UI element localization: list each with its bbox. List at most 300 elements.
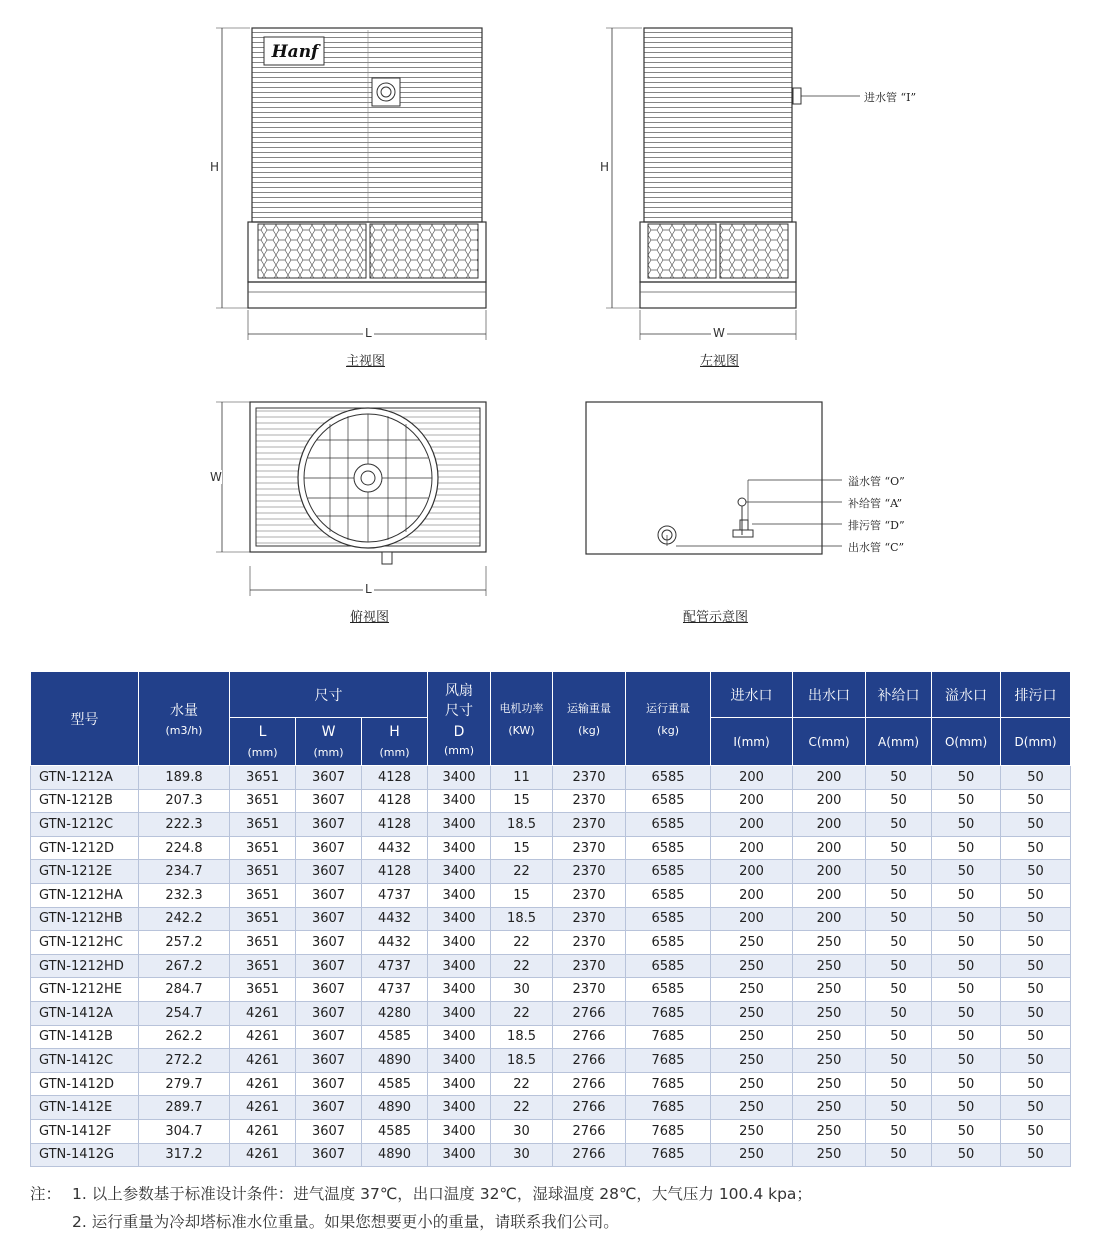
cell-motor-power: 30: [491, 978, 553, 1002]
cell-length: 3651: [230, 813, 296, 837]
cell-shipping-weight: 2370: [553, 766, 626, 790]
specification-table: [30, 671, 1071, 1167]
cell-fan-diameter: 3400: [428, 789, 491, 813]
cell-length: 3651: [230, 860, 296, 884]
table-row: [31, 978, 1071, 1002]
cell-length: 4261: [230, 1143, 296, 1167]
cell-height: 4737: [362, 978, 428, 1002]
cell-fan-diameter: 3400: [428, 766, 491, 790]
cell-model: GTN-1212HC: [31, 931, 139, 955]
cell-operating-weight: 7685: [626, 1119, 711, 1143]
cell-length: 4261: [230, 1072, 296, 1096]
cell-overflow: 50: [932, 907, 1001, 931]
cell-water-flow: 279.7: [139, 1072, 230, 1096]
cell-fan-diameter: 3400: [428, 931, 491, 955]
cell-overflow: 50: [932, 789, 1001, 813]
table-row: [31, 1096, 1071, 1120]
cell-width: 3607: [296, 931, 362, 955]
cell-water-flow: 304.7: [139, 1119, 230, 1143]
table-row: [31, 789, 1071, 813]
cell-shipping-weight: 2370: [553, 860, 626, 884]
cell-overflow: 50: [932, 766, 1001, 790]
cell-height: 4737: [362, 883, 428, 907]
cell-width: 3607: [296, 813, 362, 837]
header-motor-power: [491, 672, 553, 766]
drain-pipe-label: 排污管 “D”: [848, 519, 905, 532]
cell-height: 4432: [362, 931, 428, 955]
cell-makeup: 50: [866, 1072, 932, 1096]
cell-fan-diameter: 3400: [428, 1096, 491, 1120]
cell-height: 4128: [362, 813, 428, 837]
header-outlet: 出水口: [793, 672, 866, 718]
cell-overflow: 50: [932, 836, 1001, 860]
cell-height: 4585: [362, 1025, 428, 1049]
cell-length: 3651: [230, 789, 296, 813]
cell-inlet: 250: [711, 1072, 793, 1096]
cell-shipping-weight: 2766: [553, 1025, 626, 1049]
cell-makeup: 50: [866, 978, 932, 1002]
cell-width: 3607: [296, 860, 362, 884]
cell-makeup: 50: [866, 813, 932, 837]
cell-operating-weight: 6585: [626, 860, 711, 884]
cell-shipping-weight: 2766: [553, 1001, 626, 1025]
cell-motor-power: 15: [491, 789, 553, 813]
cell-motor-power: 22: [491, 1072, 553, 1096]
cell-overflow: 50: [932, 931, 1001, 955]
cell-motor-power: 18.5: [491, 907, 553, 931]
cell-overflow: 50: [932, 978, 1001, 1002]
cell-overflow: 50: [932, 1072, 1001, 1096]
cell-fan-diameter: 3400: [428, 954, 491, 978]
table-row: [31, 1049, 1071, 1073]
cell-makeup: 50: [866, 954, 932, 978]
cell-motor-power: 22: [491, 1001, 553, 1025]
header-overflow: 溢水口: [932, 672, 1001, 718]
cell-makeup: 50: [866, 1143, 932, 1167]
cell-operating-weight: 7685: [626, 1025, 711, 1049]
cell-height: 4280: [362, 1001, 428, 1025]
front-length-dim-label: L: [365, 326, 372, 340]
piping-diagram-drawing: [586, 402, 842, 554]
cell-shipping-weight: 2370: [553, 978, 626, 1002]
cell-inlet: 250: [711, 931, 793, 955]
cell-motor-power: 30: [491, 1119, 553, 1143]
header-shipping-weight: [553, 672, 626, 766]
header-water-flow: [139, 672, 230, 766]
cell-model: GTN-1412E: [31, 1096, 139, 1120]
header-shipping-weight-unit: (kg): [578, 724, 600, 737]
cell-makeup: 50: [866, 907, 932, 931]
cell-height: 4432: [362, 836, 428, 860]
cell-operating-weight: 6585: [626, 931, 711, 955]
cell-water-flow: 317.2: [139, 1143, 230, 1167]
front-view-caption: 主视图: [346, 354, 386, 369]
header-fan-d: D: [453, 724, 465, 740]
cell-width: 3607: [296, 1049, 362, 1073]
cell-motor-power: 11: [491, 766, 553, 790]
header-inlet: 进水口: [711, 672, 793, 718]
cell-outlet: 250: [793, 978, 866, 1002]
header-fan-size: [428, 672, 491, 766]
cell-height: 4585: [362, 1072, 428, 1096]
cell-fan-diameter: 3400: [428, 1119, 491, 1143]
piping-view-caption: 配管示意图: [683, 610, 749, 625]
cell-water-flow: 284.7: [139, 978, 230, 1002]
cell-width: 3607: [296, 766, 362, 790]
cell-drain: 50: [1001, 1143, 1071, 1167]
cell-operating-weight: 7685: [626, 1096, 711, 1120]
header-makeup-unit: A(mm): [866, 718, 932, 766]
header-dim-h: [362, 718, 428, 766]
cell-model: GTN-1212A: [31, 766, 139, 790]
cell-drain: 50: [1001, 1072, 1071, 1096]
cell-shipping-weight: 2766: [553, 1096, 626, 1120]
cell-model: GTN-1212B: [31, 789, 139, 813]
cell-width: 3607: [296, 1096, 362, 1120]
header-outlet-unit: C(mm): [793, 718, 866, 766]
cell-makeup: 50: [866, 931, 932, 955]
cell-inlet: 250: [711, 1049, 793, 1073]
cell-model: GTN-1412D: [31, 1072, 139, 1096]
cell-length: 3651: [230, 931, 296, 955]
header-dimensions: 尺寸: [230, 672, 428, 718]
header-water-flow-unit: (m3/h): [165, 724, 203, 737]
cell-makeup: 50: [866, 1096, 932, 1120]
header-overflow-unit: O(mm): [932, 718, 1001, 766]
cell-overflow: 50: [932, 883, 1001, 907]
front-view-drawing: [216, 28, 486, 340]
cell-model: GTN-1212D: [31, 836, 139, 860]
cell-water-flow: 224.8: [139, 836, 230, 860]
cell-model: GTN-1212E: [31, 860, 139, 884]
header-motor-power-unit: (KW): [508, 724, 535, 737]
cell-drain: 50: [1001, 1096, 1071, 1120]
cell-overflow: 50: [932, 1096, 1001, 1120]
cell-water-flow: 254.7: [139, 1001, 230, 1025]
cell-fan-diameter: 3400: [428, 978, 491, 1002]
cell-outlet: 250: [793, 1096, 866, 1120]
cell-width: 3607: [296, 1072, 362, 1096]
cell-operating-weight: 6585: [626, 978, 711, 1002]
note-text-1: 1. 以上参数基于标准设计条件：进气温度 37℃，出口温度 32℃，湿球温度 28℃，大气压力 100.4 kpa；: [72, 1185, 812, 1203]
cell-width: 3607: [296, 907, 362, 931]
cell-outlet: 200: [793, 789, 866, 813]
note-text-2: 2. 运行重量为冷却塔标准水位重量。如果您想要更小的重量，请联系我们公司。: [72, 1213, 619, 1231]
cell-length: 3651: [230, 954, 296, 978]
cell-drain: 50: [1001, 907, 1071, 931]
cell-length: 3651: [230, 883, 296, 907]
table-row: [31, 836, 1071, 860]
header-dim-w: [296, 718, 362, 766]
cell-shipping-weight: 2766: [553, 1049, 626, 1073]
cell-length: 4261: [230, 1049, 296, 1073]
cell-drain: 50: [1001, 883, 1071, 907]
cell-water-flow: 289.7: [139, 1096, 230, 1120]
header-dim-l-label: L: [258, 724, 267, 740]
header-dim-w-label: W: [321, 724, 336, 740]
cell-makeup: 50: [866, 1001, 932, 1025]
cell-outlet: 200: [793, 883, 866, 907]
cell-width: 3607: [296, 978, 362, 1002]
cell-water-flow: 257.2: [139, 931, 230, 955]
cell-height: 4890: [362, 1049, 428, 1073]
header-drain-unit: D(mm): [1001, 718, 1071, 766]
cell-model: GTN-1212HE: [31, 978, 139, 1002]
cell-motor-power: 15: [491, 883, 553, 907]
cell-makeup: 50: [866, 766, 932, 790]
cell-inlet: 200: [711, 836, 793, 860]
cell-outlet: 250: [793, 954, 866, 978]
cell-outlet: 250: [793, 1025, 866, 1049]
cell-length: 4261: [230, 1001, 296, 1025]
cell-shipping-weight: 2370: [553, 883, 626, 907]
cell-width: 3607: [296, 789, 362, 813]
header-shipping-weight-label: 运输重量: [567, 702, 612, 715]
cell-shipping-weight: 2370: [553, 836, 626, 860]
cell-height: 4890: [362, 1143, 428, 1167]
table-row: [31, 1119, 1071, 1143]
cell-overflow: 50: [932, 1049, 1001, 1073]
cell-drain: 50: [1001, 978, 1071, 1002]
cell-outlet: 250: [793, 1143, 866, 1167]
cell-motor-power: 15: [491, 836, 553, 860]
cell-shipping-weight: 2766: [553, 1072, 626, 1096]
cell-motor-power: 22: [491, 931, 553, 955]
header-inlet-unit: I(mm): [711, 718, 793, 766]
cell-motor-power: 22: [491, 1096, 553, 1120]
cell-fan-diameter: 3400: [428, 1072, 491, 1096]
cell-outlet: 250: [793, 1072, 866, 1096]
cell-height: 4737: [362, 954, 428, 978]
side-view-drawing: [606, 28, 860, 340]
cell-length: 3651: [230, 978, 296, 1002]
top-width-dim-label: W: [210, 470, 222, 484]
header-model: 型号: [31, 672, 139, 766]
cell-height: 4585: [362, 1119, 428, 1143]
header-dim-h-label: H: [389, 724, 400, 740]
cell-motor-power: 22: [491, 954, 553, 978]
cell-operating-weight: 6585: [626, 836, 711, 860]
cell-water-flow: 234.7: [139, 860, 230, 884]
table-row: [31, 1143, 1071, 1167]
cell-model: GTN-1412F: [31, 1119, 139, 1143]
cell-inlet: 250: [711, 954, 793, 978]
cell-inlet: 250: [711, 1025, 793, 1049]
cell-shipping-weight: 2370: [553, 813, 626, 837]
cell-shipping-weight: 2370: [553, 954, 626, 978]
cell-inlet: 200: [711, 907, 793, 931]
cell-water-flow: 232.3: [139, 883, 230, 907]
cell-shipping-weight: 2766: [553, 1143, 626, 1167]
note-line-1: [30, 1182, 812, 1210]
table-row: [31, 931, 1071, 955]
cell-operating-weight: 6585: [626, 883, 711, 907]
cell-makeup: 50: [866, 883, 932, 907]
cell-drain: 50: [1001, 860, 1071, 884]
cell-fan-diameter: 3400: [428, 1143, 491, 1167]
table-row: [31, 883, 1071, 907]
top-view-drawing: [216, 402, 486, 596]
side-height-dim-label: H: [600, 160, 610, 174]
cell-inlet: 250: [711, 1143, 793, 1167]
cell-makeup: 50: [866, 1119, 932, 1143]
side-view-caption: 左视图: [700, 354, 740, 369]
cell-motor-power: 18.5: [491, 1049, 553, 1073]
cell-makeup: 50: [866, 836, 932, 860]
cell-fan-diameter: 3400: [428, 836, 491, 860]
cell-height: 4128: [362, 789, 428, 813]
cell-water-flow: 207.3: [139, 789, 230, 813]
cell-overflow: 50: [932, 860, 1001, 884]
cell-outlet: 250: [793, 1049, 866, 1073]
cell-operating-weight: 6585: [626, 789, 711, 813]
cell-drain: 50: [1001, 1119, 1071, 1143]
cell-length: 4261: [230, 1096, 296, 1120]
header-dim-h-unit: (mm): [379, 746, 410, 759]
cell-water-flow: 267.2: [139, 954, 230, 978]
cell-outlet: 200: [793, 836, 866, 860]
cell-operating-weight: 6585: [626, 813, 711, 837]
cell-outlet: 200: [793, 813, 866, 837]
cell-makeup: 50: [866, 860, 932, 884]
cell-width: 3607: [296, 883, 362, 907]
note-line-2: [30, 1210, 812, 1238]
table-row: [31, 954, 1071, 978]
cell-inlet: 250: [711, 1119, 793, 1143]
cell-overflow: 50: [932, 813, 1001, 837]
makeup-pipe-label: 补给管 “A”: [848, 497, 903, 510]
cell-drain: 50: [1001, 1001, 1071, 1025]
top-view-caption: 俯视图: [350, 610, 390, 625]
cell-overflow: 50: [932, 1025, 1001, 1049]
cell-water-flow: 222.3: [139, 813, 230, 837]
cell-fan-diameter: 3400: [428, 1001, 491, 1025]
cell-length: 4261: [230, 1119, 296, 1143]
cell-height: 4432: [362, 907, 428, 931]
cell-motor-power: 22: [491, 860, 553, 884]
cell-water-flow: 189.8: [139, 766, 230, 790]
cell-outlet: 200: [793, 860, 866, 884]
cell-outlet: 250: [793, 931, 866, 955]
cell-fan-diameter: 3400: [428, 1049, 491, 1073]
cell-length: 3651: [230, 836, 296, 860]
cell-inlet: 200: [711, 766, 793, 790]
header-operating-weight-label: 运行重量: [646, 702, 691, 715]
brand-logo: Hanf: [271, 42, 319, 62]
top-length-dim-label: L: [365, 582, 372, 596]
cell-length: 3651: [230, 907, 296, 931]
cell-drain: 50: [1001, 1049, 1071, 1073]
cell-operating-weight: 7685: [626, 1072, 711, 1096]
header-operating-weight: [626, 672, 711, 766]
inlet-pipe-label: 进水管 “I”: [864, 91, 917, 104]
cell-model: GTN-1412B: [31, 1025, 139, 1049]
cell-shipping-weight: 2766: [553, 1119, 626, 1143]
outlet-pipe-label: 出水管 “C”: [848, 541, 905, 554]
cell-operating-weight: 6585: [626, 766, 711, 790]
header-makeup: 补给口: [866, 672, 932, 718]
cell-drain: 50: [1001, 954, 1071, 978]
cell-drain: 50: [1001, 766, 1071, 790]
cell-inlet: 250: [711, 1001, 793, 1025]
cell-model: GTN-1212HA: [31, 883, 139, 907]
cell-overflow: 50: [932, 1143, 1001, 1167]
specification-table-body: [31, 766, 1071, 1167]
cell-fan-diameter: 3400: [428, 1025, 491, 1049]
cell-operating-weight: 7685: [626, 1001, 711, 1025]
header-fan-size-line2: 尺寸: [445, 703, 474, 719]
cell-drain: 50: [1001, 1025, 1071, 1049]
cell-inlet: 200: [711, 789, 793, 813]
cell-water-flow: 272.2: [139, 1049, 230, 1073]
cell-makeup: 50: [866, 1025, 932, 1049]
cell-width: 3607: [296, 1001, 362, 1025]
cell-makeup: 50: [866, 1049, 932, 1073]
table-row: [31, 1001, 1071, 1025]
cell-drain: 50: [1001, 836, 1071, 860]
header-motor-power-label: 电机功率: [499, 702, 544, 715]
cell-width: 3607: [296, 836, 362, 860]
cell-operating-weight: 6585: [626, 907, 711, 931]
cell-overflow: 50: [932, 1001, 1001, 1025]
header-dim-l: [230, 718, 296, 766]
header-drain: 排污口: [1001, 672, 1071, 718]
side-width-dim-label: W: [713, 326, 725, 340]
cell-shipping-weight: 2370: [553, 789, 626, 813]
cell-height: 4890: [362, 1096, 428, 1120]
header-water-flow-label: 水量: [170, 703, 198, 719]
cell-outlet: 250: [793, 1001, 866, 1025]
cell-shipping-weight: 2370: [553, 931, 626, 955]
cell-length: 4261: [230, 1025, 296, 1049]
cell-fan-diameter: 3400: [428, 813, 491, 837]
notes-prefix: 注：: [30, 1185, 62, 1203]
header-fan-unit: (mm): [444, 744, 475, 757]
cell-drain: 50: [1001, 789, 1071, 813]
table-row: [31, 860, 1071, 884]
cell-fan-diameter: 3400: [428, 883, 491, 907]
cell-model: GTN-1412A: [31, 1001, 139, 1025]
cell-inlet: 250: [711, 1096, 793, 1120]
cell-operating-weight: 7685: [626, 1049, 711, 1073]
cell-overflow: 50: [932, 954, 1001, 978]
header-operating-weight-unit: (kg): [657, 724, 679, 737]
cell-water-flow: 242.2: [139, 907, 230, 931]
table-row: [31, 813, 1071, 837]
cell-width: 3607: [296, 1025, 362, 1049]
front-height-dim-label: H: [210, 160, 220, 174]
cell-drain: 50: [1001, 931, 1071, 955]
table-row: [31, 1025, 1071, 1049]
cell-model: GTN-1412C: [31, 1049, 139, 1073]
cell-operating-weight: 7685: [626, 1143, 711, 1167]
table-row: [31, 907, 1071, 931]
notes-section: [30, 1182, 812, 1238]
header-dim-l-unit: (mm): [247, 746, 278, 759]
cell-operating-weight: 6585: [626, 954, 711, 978]
cell-width: 3607: [296, 1143, 362, 1167]
table-row: [31, 766, 1071, 790]
cell-model: GTN-1212C: [31, 813, 139, 837]
cell-inlet: 200: [711, 883, 793, 907]
cell-height: 4128: [362, 860, 428, 884]
cell-model: GTN-1212HB: [31, 907, 139, 931]
cell-motor-power: 18.5: [491, 1025, 553, 1049]
cell-overflow: 50: [932, 1119, 1001, 1143]
cell-length: 3651: [230, 766, 296, 790]
cell-outlet: 200: [793, 766, 866, 790]
cell-makeup: 50: [866, 789, 932, 813]
